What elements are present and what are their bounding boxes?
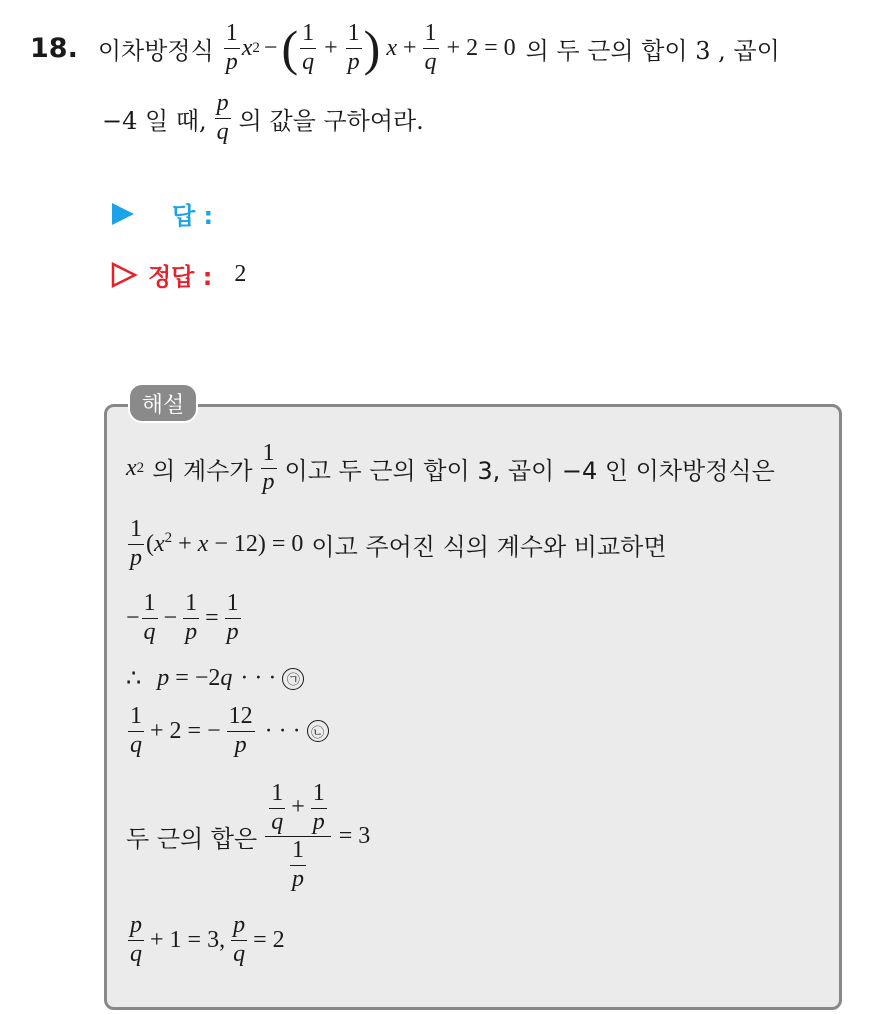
question-line-1 bbox=[30, 20, 780, 76]
correct-answer-label: 정답 : bbox=[148, 263, 213, 291]
question-text: 의 값을 구하여라. bbox=[238, 106, 424, 135]
solution-line-6: 두 근의 합은 $\frac{1}{q}$ + $\frac{1}{p}$ $\frac{1}{p}$ = 3 bbox=[126, 780, 371, 892]
outline-arrow-icon bbox=[110, 261, 138, 289]
correct-answer-value: 2 bbox=[234, 261, 247, 287]
solution-line-1: x 2 의 계수가 $\frac{1}{p}$ 이고 두 근의 합이 3, 곱이 −4 인 이차방정식은 bbox=[126, 440, 775, 495]
solution-line-4: ∴ p = −2q · · · ㉠ bbox=[126, 664, 304, 693]
answer-row bbox=[110, 196, 213, 231]
solution-line-7: $\frac{p}{q}$ + 1 = 3, $\frac{p}{q}$ = 2 bbox=[130, 912, 285, 967]
question-text-cont: 의 두 근의 합이 3 , 곱이 bbox=[525, 36, 780, 65]
question-equation: $\frac{1}{p}$ x 2 − ( $\frac{1}{q}$ + $\frac{1}{p}$ ) x + $\frac{1}{q}$ + 2 = 0 bbox=[225, 20, 516, 77]
answer-label: 답 : bbox=[172, 202, 214, 230]
solution-line-3: − $\frac{1}{q}$ − $\frac{1}{p}$ = $\frac{1}{p}$ bbox=[126, 590, 239, 645]
question-line-2 bbox=[102, 90, 424, 146]
question-number: 18. bbox=[30, 32, 78, 64]
solution-line-5: $\frac{1}{q}$ + 2 = − $\frac{12}{p}$ · · · ㉡ bbox=[126, 703, 329, 759]
question-text: −4 일 때, bbox=[102, 106, 207, 135]
circled-label: ㉠ bbox=[282, 668, 304, 690]
play-arrow-icon bbox=[110, 201, 136, 227]
solution-line-2: $\frac{1}{p}$ $(x^2 + x - 12) = 0$ 이고 주어진 식의 계수와 비교하면 bbox=[130, 516, 667, 571]
question-fraction: $\frac{p}{q}$ bbox=[216, 90, 229, 145]
solution-tab: 해설 bbox=[128, 383, 198, 423]
circled-label: ㉡ bbox=[307, 720, 329, 742]
question-text: 이차방정식 bbox=[97, 36, 214, 65]
correct-answer-row bbox=[110, 257, 246, 292]
